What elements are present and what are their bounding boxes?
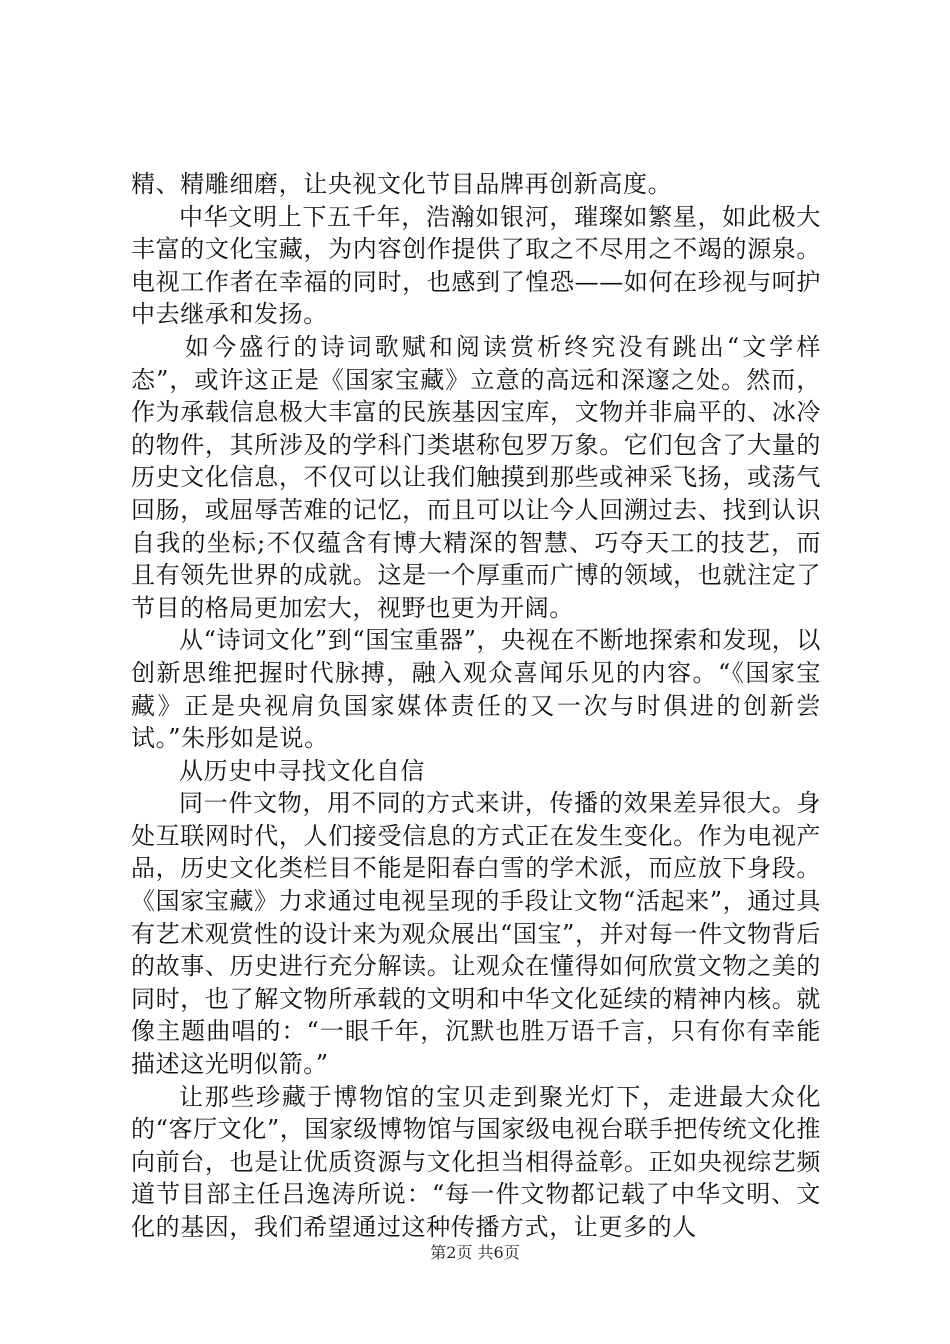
paragraph-continuation: 精、精雕细磨，让央视文化节目品牌再创新高度。 <box>131 170 673 198</box>
paragraph-poetry-to-treasures: 从“诗词文化”到“国宝重器”，央视在不断地探索和发现，以创新思维把握时代脉搏，融入观众喜闻乐见的内容。“《国家宝藏》正是央视肩负国家媒体责任的又一次与时俱进的创新尝试。”朱彤如是说。 <box>131 626 821 753</box>
page-number-footer: 第2页 共6页 <box>430 1243 520 1262</box>
paragraph-chinese-civilization: 中华文明上下五千年，浩瀚如银河，璀璨如繁星，如此极大丰富的文化宝藏，为内容创作提供了取之不尽用之不竭的源泉。电视工作者在幸福的同时，也感到了惶恐——如何在珍视与呵护中去继承和发扬。 <box>131 202 821 329</box>
paragraph-literary-form: 如今盛行的诗词歌赋和阅读赏析终究没有跳出“文学样态”，或许这正是《国家宝藏》立意的高远和深邃之处。然而，作为承载信息极大丰富的民族基因宝库，文物并非扁平的、冰冷的物件，其所涉及的学科门类堪称包罗万象。它们包含了大量的历史文化信息，不仅可以让我们触摸到那些或神采飞扬，或荡气回肠，或屈辱苦难的记忆，而且可以让今人回溯过去、找到认识自我的坐标;不仅蕴含有博大精深的智慧、巧夺天工的技艺，而且有领先世界的成就。这是一个厚重而广博的领域，也就注定了节目的格局更加宏大，视野也更为开阔。 <box>131 332 821 622</box>
paragraph-spotlight: 让那些珍藏于博物馆的宝贝走到聚光灯下，走进最大众化的“客厅文化”，国家级博物馆与国家级电视台联手把传统文化推向前台，也是让优质资源与文化担当相得益彰。正如央视综艺频道节目部主任吕逸涛所说：“每一件文物都记载了中华文明、文化的基因，我们希望通过这种传播方式，让更多的人 <box>131 1082 821 1241</box>
paragraph-same-artifact: 同一件文物，用不同的方式来讲，传播的效果差异很大。身处互联网时代，人们接受信息的方式正在发生变化。作为电视产品，历史文化类栏目不能是阳春白雪的学术派，而应放下身段。《国家宝藏》力求通过电视呈现的手段让文物“活起来”，通过具有艺术观赏性的设计来为观众展出“国宝”，并对每一件文物背后的故事、历史进行充分解读。让观众在懂得如何欣赏文物之美的同时，也了解文物所承载的文明和中华文化延续的精神内核。就像主题曲唱的：“一眼千年，沉默也胜万语千言，只有你有幸能描述这光明似箭。” <box>131 789 821 1079</box>
section-heading: 从历史中寻找文化自信 <box>179 756 425 785</box>
document-body <box>131 168 821 1244</box>
